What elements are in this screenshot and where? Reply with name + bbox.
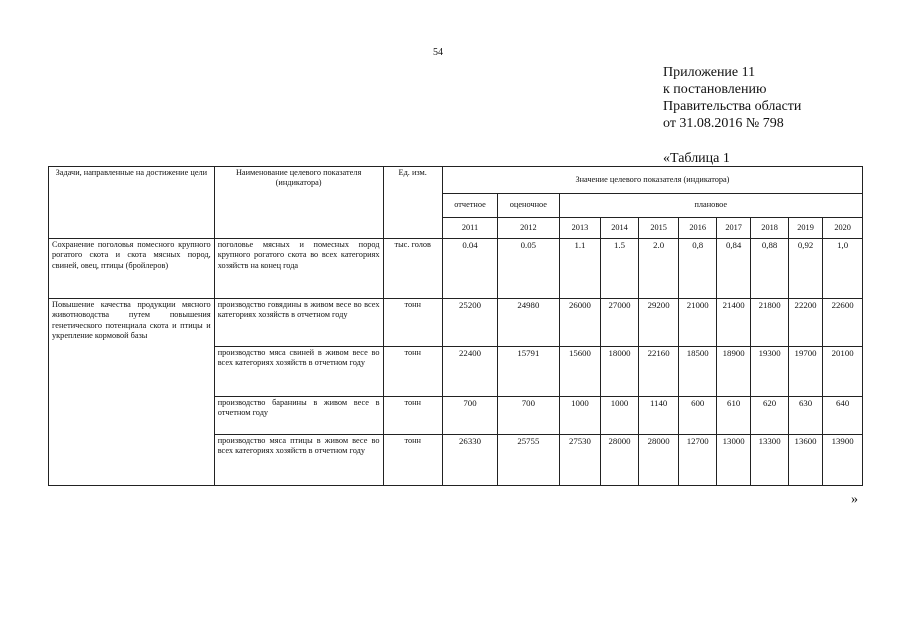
appendix-heading [663, 64, 801, 132]
year-cell: 2012 [498, 218, 559, 239]
year-cell: 2019 [788, 218, 822, 239]
year-cell: 2014 [601, 218, 639, 239]
year-cell: 2020 [823, 218, 863, 239]
value-cell: 13300 [751, 435, 789, 486]
value-cell: 21000 [679, 299, 717, 347]
value-cell: 22600 [823, 299, 863, 347]
value-cell: 1140 [638, 397, 679, 435]
year-cell: 2015 [638, 218, 679, 239]
appendix-line-4: от 31.08.2016 № 798 [663, 116, 784, 131]
value-cell: 25755 [498, 435, 559, 486]
appendix-line-1: Приложение 11 [663, 65, 756, 80]
unit-cell: тонн [383, 435, 442, 486]
header-estimated: оценочное [498, 194, 559, 218]
value-cell: 2.0 [638, 239, 679, 299]
year-cell: 2011 [442, 218, 497, 239]
value-cell: 0.04 [442, 239, 497, 299]
year-cell: 2017 [716, 218, 750, 239]
indicator-cell: производство мяса свиней в живом весе во всех категориях хозяйств в отчетном году [214, 347, 383, 397]
value-cell: 0.05 [498, 239, 559, 299]
value-cell: 22400 [442, 347, 497, 397]
unit-cell: тонн [383, 347, 442, 397]
indicator-cell: производство баранины в живом весе в отчетном году [214, 397, 383, 435]
table-row [49, 239, 863, 299]
unit-cell: тонн [383, 397, 442, 435]
value-cell: 18500 [679, 347, 717, 397]
year-cell: 2018 [751, 218, 789, 239]
value-cell: 1000 [601, 397, 639, 435]
header-planned: плановое [559, 194, 862, 218]
value-cell: 28000 [638, 435, 679, 486]
value-cell: 26330 [442, 435, 497, 486]
header-unit: Ед. изм. [383, 167, 442, 239]
value-cell: 24980 [498, 299, 559, 347]
header-tasks: Задачи, направленные на достижение цели [49, 167, 215, 239]
value-cell: 0,8 [679, 239, 717, 299]
closing-quote: » [851, 492, 858, 507]
value-cell: 0,84 [716, 239, 750, 299]
value-cell: 640 [823, 397, 863, 435]
value-cell: 21800 [751, 299, 789, 347]
indicator-cell: поголовье мясных и помесных пород крупного рогатого скота во всех категориях хозяйств на конец года [214, 239, 383, 299]
value-cell: 15791 [498, 347, 559, 397]
value-cell: 27000 [601, 299, 639, 347]
table-row [49, 299, 863, 347]
appendix-line-2: к постановлению [663, 82, 767, 97]
value-cell: 1.1 [559, 239, 601, 299]
year-cell: 2016 [679, 218, 717, 239]
value-cell: 700 [442, 397, 497, 435]
value-cell: 610 [716, 397, 750, 435]
year-cell: 2013 [559, 218, 601, 239]
table-caption: «Таблица 1 [663, 151, 730, 166]
indicator-cell: производство мяса птицы в живом весе во всех категориях хозяйств в отчетном году [214, 435, 383, 486]
value-cell: 13900 [823, 435, 863, 486]
value-cell: 1,0 [823, 239, 863, 299]
value-cell: 0,88 [751, 239, 789, 299]
value-cell: 1000 [559, 397, 601, 435]
value-cell: 630 [788, 397, 822, 435]
value-cell: 600 [679, 397, 717, 435]
header-value: Значение целевого показателя (индикатора) [442, 167, 862, 194]
value-cell: 13600 [788, 435, 822, 486]
value-cell: 27530 [559, 435, 601, 486]
value-cell: 19300 [751, 347, 789, 397]
value-cell: 25200 [442, 299, 497, 347]
value-cell: 18000 [601, 347, 639, 397]
value-cell: 13000 [716, 435, 750, 486]
value-cell: 22160 [638, 347, 679, 397]
header-indicator: Наименование целевого показателя (индикатора) [214, 167, 383, 239]
value-cell: 19700 [788, 347, 822, 397]
value-cell: 620 [751, 397, 789, 435]
value-cell: 21400 [716, 299, 750, 347]
value-cell: 0,92 [788, 239, 822, 299]
value-cell: 700 [498, 397, 559, 435]
value-cell: 18900 [716, 347, 750, 397]
task-cell: Повышение качества продукции мясного животноводства путем повышения генетического потенциала скота и птицы и укрепление кормовой базы [49, 299, 215, 486]
page-number: 54 [433, 47, 443, 58]
unit-cell: тонн [383, 299, 442, 347]
task-cell: Сохранение поголовья помесного крупного рогатого скота и скота мясных пород, свиней, овец, птицы (бройлеров) [49, 239, 215, 299]
value-cell: 12700 [679, 435, 717, 486]
value-cell: 26000 [559, 299, 601, 347]
header-reported: отчетное [442, 194, 497, 218]
value-cell: 20100 [823, 347, 863, 397]
value-cell: 29200 [638, 299, 679, 347]
indicators-table [48, 166, 863, 486]
appendix-line-3: Правительства области [663, 99, 802, 114]
value-cell: 1.5 [601, 239, 639, 299]
unit-cell: тыс. голов [383, 239, 442, 299]
indicator-cell: производство говядины в живом весе во всех категориях хозяйств в отчетном году [214, 299, 383, 347]
value-cell: 22200 [788, 299, 822, 347]
value-cell: 28000 [601, 435, 639, 486]
value-cell: 15600 [559, 347, 601, 397]
